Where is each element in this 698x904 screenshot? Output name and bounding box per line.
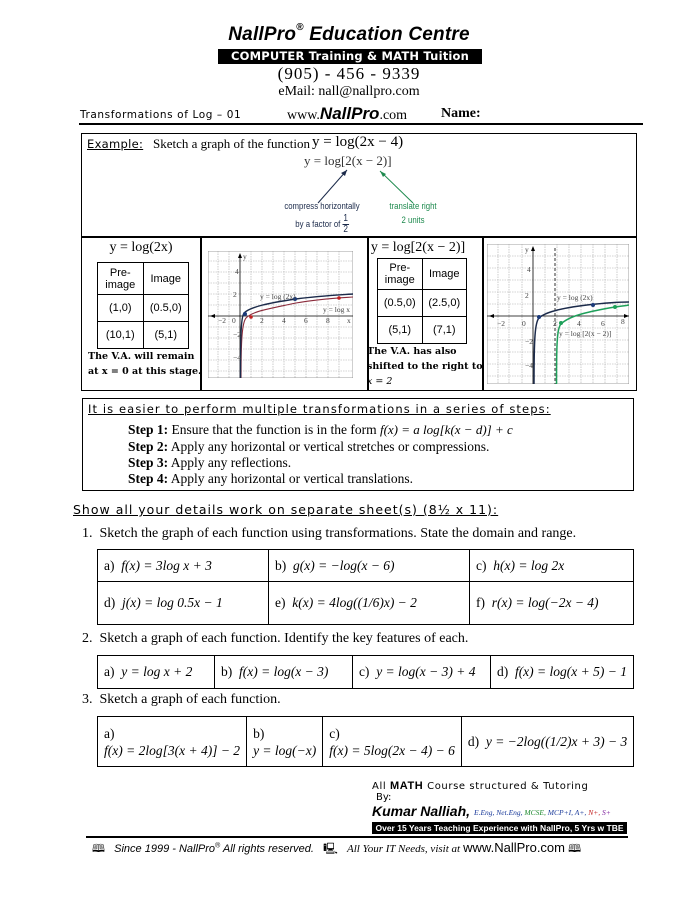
part-expr: y = log x + 2 — [121, 664, 193, 679]
step-formula: f(x) = a log[k(x − d)] + c — [379, 422, 513, 437]
table-cell: (7,1) — [422, 317, 467, 344]
note-line: The V.A. has also — [367, 346, 457, 357]
part-label: b) — [220, 664, 233, 679]
step-text: Apply any horizontal or vertical stretches or compressions. — [170, 439, 490, 454]
part-expr: y = log(−x) — [253, 742, 317, 758]
part-expr: f(x) = log(x + 5) − 1 — [514, 664, 627, 679]
svg-text:−2: −2 — [497, 319, 505, 328]
credit-line — [372, 780, 588, 792]
table-cell: (1,0) — [98, 295, 144, 322]
table-cell: (2.5,0) — [422, 290, 467, 317]
phone-number: (905) - 456 - 9339 — [277, 64, 421, 83]
question-2-grid — [97, 655, 634, 689]
question-part — [214, 656, 352, 689]
svg-text:−2: −2 — [525, 337, 533, 346]
email-address: eMail: nall@nallpro.com — [278, 84, 420, 99]
y-axis-label: y — [243, 252, 247, 261]
part-label: e) — [275, 595, 286, 610]
part-expr: g(x) = −log(x − 6) — [293, 557, 395, 573]
question-part — [98, 582, 269, 625]
table-cell: (5,1) — [143, 322, 189, 349]
question-1-grid — [97, 549, 634, 625]
example-rewritten: y = log[2(x − 2)] — [304, 153, 392, 168]
question-part — [490, 656, 633, 689]
credential: S+ — [602, 808, 611, 817]
svg-text:4: 4 — [527, 265, 531, 274]
svg-text:2: 2 — [553, 319, 557, 328]
footer-divider — [86, 836, 628, 838]
step-label: Step 3: — [128, 455, 169, 470]
steps-heading: It is easier to perform multiple transformations in a series of steps: — [88, 402, 551, 416]
part-expr: y = log(x − 3) + 4 — [376, 664, 476, 679]
question-part — [269, 550, 470, 582]
translate-line2: 2 units — [401, 215, 425, 226]
part-label: c) — [329, 725, 340, 741]
note-line: at x = 0 at this stage. — [88, 366, 202, 377]
question-number: 3. — [82, 692, 93, 707]
credential: E.Eng, — [474, 808, 495, 817]
copyright-text: All rights reserved. — [220, 843, 314, 855]
graph-label: y = log (2x) — [260, 292, 296, 301]
registered-mark: ® — [215, 842, 221, 850]
note-line: shifted to the right to — [367, 361, 483, 372]
question-part — [98, 656, 215, 689]
question-part — [98, 550, 269, 582]
svg-text:8: 8 — [621, 317, 625, 326]
svg-text:2: 2 — [525, 291, 529, 300]
experience-banner: Over 15 Years Teaching Experience with NallPro, 5 Yrs w TBE — [372, 822, 627, 834]
step-text: Apply any horizontal or vertical translations. — [170, 471, 413, 486]
svg-text:0: 0 — [522, 319, 526, 328]
part-label: d) — [467, 733, 480, 749]
name-label: Name: — [441, 106, 481, 121]
fraction-one-half — [343, 214, 349, 235]
step-text: Ensure that the function is in the form — [171, 422, 377, 437]
part-expr: f(x) = 3log x + 3 — [121, 557, 212, 573]
example-prompt: Sketch a graph of the function — [153, 136, 311, 151]
table-cell: (0.5,0) — [378, 290, 423, 317]
svg-text:6: 6 — [601, 319, 605, 328]
frac-den: 2 — [343, 224, 348, 235]
credential: N+, — [588, 808, 601, 817]
website-prefix: www. — [287, 108, 320, 123]
credential: Net.Eng, — [496, 808, 523, 817]
table-header: Image — [143, 263, 189, 295]
step-label: Step 1: — [128, 422, 169, 437]
note-line: The V.A. will remain — [88, 351, 195, 362]
svg-text:8: 8 — [326, 316, 330, 325]
table-cell: (5,1) — [378, 317, 423, 344]
copyright-text: Since 1999 - NallPro — [114, 843, 216, 855]
svg-text:−2: −2 — [233, 330, 241, 339]
credential: A+, — [574, 808, 587, 817]
part-label: a) — [104, 557, 115, 573]
svg-text:−2: −2 — [218, 316, 226, 325]
svg-text:−4: −4 — [233, 353, 241, 362]
part-expr: k(x) = 4log((1/6)x) − 2 — [292, 595, 417, 610]
question-prompt: Sketch the graph of each function using transformations. State the domain and range. — [99, 526, 577, 541]
step-label: Step 4: — [128, 471, 169, 486]
graph-log2x-minus-2 — [487, 244, 629, 384]
document-title: Transformations of Log – 01 — [80, 109, 242, 121]
table-header: Image — [422, 259, 467, 290]
question-prompt: Sketch a graph of each function. — [99, 692, 281, 707]
svg-text:y: y — [525, 245, 529, 254]
website-suffix: .com — [379, 108, 408, 123]
panel1-note — [88, 349, 201, 379]
footer-website-link[interactable]: www.NallPro.com — [463, 840, 565, 855]
step-3 — [128, 455, 291, 471]
question-1 — [82, 526, 576, 542]
part-expr: f(x) = log(x − 3) — [238, 664, 329, 679]
graph-log2x — [208, 251, 353, 378]
question-part — [470, 550, 634, 582]
example-function: y = log(2x − 4) — [312, 134, 404, 150]
book-icon: 🕮 — [568, 843, 582, 855]
panel2-note — [367, 344, 483, 389]
table-header: Pre-image — [98, 263, 144, 295]
question-part — [461, 717, 633, 767]
author-name: Kumar Nalliah, — [372, 803, 471, 819]
question-number: 2. — [82, 631, 93, 646]
question-3 — [82, 692, 281, 708]
table-header: Pre-image — [378, 259, 423, 290]
frac-num: 1 — [343, 213, 348, 224]
graph-label: y = log (2x) — [557, 293, 593, 302]
question-part — [470, 582, 634, 625]
panel2-table — [377, 258, 467, 344]
svg-text:0: 0 — [232, 316, 236, 325]
table-cell: (10,1) — [98, 322, 144, 349]
part-expr: j(x) = log 0.5x − 1 — [122, 595, 223, 610]
part-expr: y = −2log((1/2)x + 3) − 3 — [485, 733, 628, 749]
part-label: c) — [476, 557, 487, 573]
panel1-table — [97, 262, 189, 349]
part-label: b) — [275, 557, 287, 573]
question-3-grid — [97, 716, 634, 767]
svg-text:4: 4 — [577, 319, 581, 328]
question-2 — [82, 631, 468, 647]
step-1 — [128, 422, 513, 438]
svg-text:2: 2 — [233, 290, 237, 299]
graph-label: y = log [2(x − 2)] — [559, 329, 612, 338]
example-heading: Example: — [87, 137, 144, 151]
part-expr: f(x) = 2log[3(x + 4)] − 2 — [104, 742, 241, 758]
part-label: c) — [358, 664, 370, 679]
credit-text: Course structured & Tutoring — [423, 781, 589, 792]
book-icon: 🕮 — [92, 843, 105, 855]
credit-by: By: — [376, 792, 392, 803]
part-expr: f(x) = 5log(2x − 4) − 6 — [329, 742, 455, 758]
svg-text:2: 2 — [260, 316, 264, 325]
question-part — [98, 717, 247, 767]
registered-mark: ® — [296, 22, 304, 33]
credit-math: MATH — [389, 780, 424, 792]
tagline-banner: COMPUTER Training & MATH Tuition — [218, 49, 482, 64]
svg-text:−4: −4 — [525, 361, 533, 370]
compress-line1: compress horizontally — [284, 201, 360, 212]
author-credentials — [474, 808, 611, 817]
svg-text:4: 4 — [282, 316, 286, 325]
part-label: d) — [104, 595, 116, 610]
note-line: x = 2 — [367, 376, 393, 387]
translate-line1: translate right — [389, 201, 437, 212]
translate-annotation — [376, 200, 450, 228]
question-prompt: Sketch a graph of each function. Identify the key features of each. — [99, 631, 469, 646]
credential: MCSE, — [524, 808, 546, 817]
svg-text:x: x — [347, 316, 351, 325]
footer-copyright — [92, 840, 581, 859]
credential: MCP+I, — [547, 808, 574, 817]
step-2 — [128, 439, 489, 455]
part-label: f) — [476, 595, 485, 610]
question-part — [269, 582, 470, 625]
part-expr: h(x) = log 2x — [493, 557, 565, 573]
question-number: 1. — [82, 526, 93, 541]
question-part — [323, 717, 462, 767]
question-part — [247, 717, 323, 767]
part-label: d) — [496, 664, 509, 679]
step-text: Apply any reflections. — [170, 455, 292, 470]
svg-text:4: 4 — [235, 267, 239, 276]
part-label: b) — [253, 725, 265, 741]
compress-line2 — [273, 214, 371, 235]
compress-annotation — [273, 200, 371, 235]
step-label: Step 2: — [128, 439, 169, 454]
panel1-title: y = log(2x) — [109, 240, 173, 255]
website-brand: NallPro — [319, 104, 380, 123]
svg-text:6: 6 — [304, 316, 308, 325]
credit-text: All — [372, 781, 390, 792]
compress-line2-text: by a factor of — [295, 219, 341, 231]
part-expr: r(x) = log(−2x − 4) — [491, 595, 599, 610]
part-label: a) — [104, 664, 115, 679]
panel2-title: y = log[2(x − 2)] — [370, 240, 466, 255]
graph-label: y = log x — [323, 305, 350, 314]
question-part — [352, 656, 490, 689]
show-work-heading: Show all your details work on separate sheet(s) (8½ x 11): — [73, 502, 499, 517]
computer-icon: 🖳 — [323, 843, 338, 855]
part-label: a) — [104, 725, 115, 741]
it-needs-text: All Your IT Needs, visit at — [347, 843, 461, 855]
brand-name: NallPro — [228, 24, 297, 45]
step-4 — [128, 471, 413, 487]
brand-suffix: Education Centre — [303, 24, 470, 45]
table-cell: (0.5,0) — [143, 295, 189, 322]
